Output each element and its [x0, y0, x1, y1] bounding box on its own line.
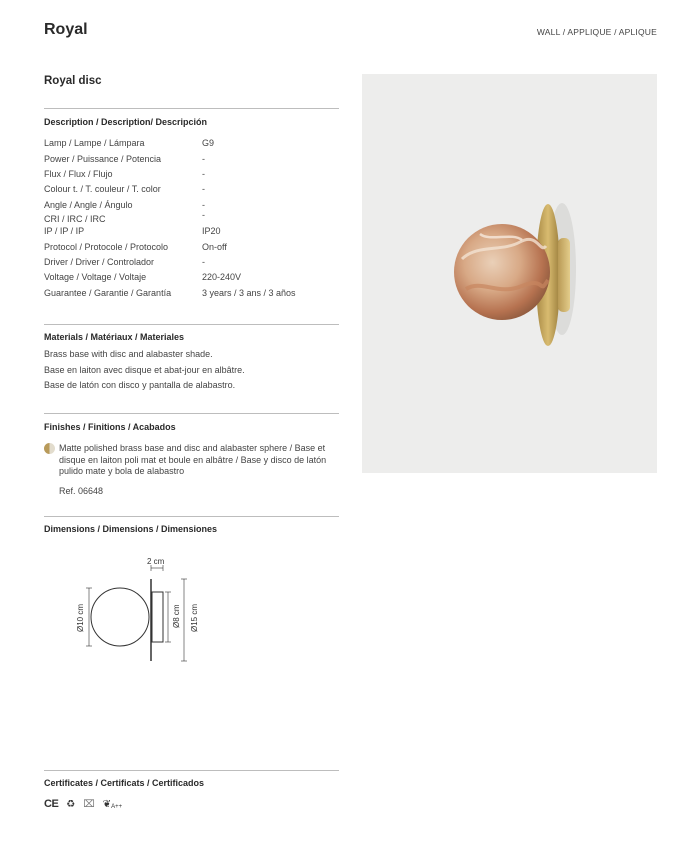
brass-base-plate [558, 238, 570, 312]
page-title: Royal [44, 21, 88, 38]
energy-leaf-icon: ❦A++ [102, 798, 123, 810]
spec-label: Protocol / Protocole / Protocolo [44, 242, 169, 252]
spec-row [44, 257, 339, 269]
materials-heading: Materials / Matériaux / Materiales [44, 332, 185, 342]
spec-row [44, 288, 339, 300]
finishes-heading: Finishes / Finitions / Acabados [44, 422, 176, 432]
description-heading: Description / Description/ Descripción [44, 117, 208, 127]
spec-row [44, 272, 339, 284]
certificate-icons [44, 797, 122, 811]
dimensions-heading: Dimensions / Dimensions / Dimensiones [44, 524, 218, 534]
spec-value: G9 [202, 138, 215, 148]
product-photo [362, 74, 657, 473]
product-subtitle: Royal disc [44, 75, 102, 87]
spec-label: Driver / Driver / Controlador [44, 257, 155, 267]
spec-row [44, 200, 339, 212]
spec-value: - [202, 184, 205, 194]
sphere-outline [91, 588, 149, 646]
divider [44, 108, 339, 109]
disc-diameter-label: Ø15 cm [190, 603, 199, 632]
divider [44, 770, 339, 771]
base-plate-outline [152, 592, 163, 642]
spec-row [44, 138, 339, 150]
spec-label: Lamp / Lampe / Lámpara [44, 138, 145, 148]
spec-value: 3 years / 3 ans / 3 años [202, 288, 296, 298]
spec-row [44, 226, 339, 238]
plate-diameter-label: Ø8 cm [172, 604, 181, 628]
product-illustration [362, 74, 657, 473]
dimension-drawing [60, 550, 220, 670]
spec-value: - [202, 169, 205, 179]
materials-line: Base de latón con disco y pantalla de alabastro. [44, 380, 236, 390]
spec-row [44, 154, 339, 166]
spec-value: - [202, 257, 205, 267]
divider [44, 516, 339, 517]
spec-row [44, 242, 339, 254]
spec-label: Voltage / Voltage / Voltaje [44, 272, 147, 282]
certificates-heading: Certificates / Certificats / Certificados [44, 778, 205, 788]
spec-label: Guarantee / Garantie / Garantía [44, 288, 172, 298]
spec-label: CRI / IRC / IRC [44, 214, 106, 224]
recycle-icon: ♻ [66, 798, 76, 810]
spec-label: Power / Puissance / Potencia [44, 154, 162, 164]
spec-label: Colour t. / T. couleur / T. color [44, 184, 161, 194]
spec-row [44, 184, 339, 196]
sphere-diameter-label: Ø10 cm [76, 603, 85, 632]
alabaster-sphere [454, 224, 550, 320]
materials-line: Brass base with disc and alabaster shade. [44, 349, 213, 359]
spec-label: IP / IP / IP [44, 226, 85, 236]
finish-swatch [44, 443, 55, 454]
materials-line: Base en laiton avec disque et abat-jour en albâtre. [44, 365, 245, 375]
category-label: WALL / APPLIQUE / APLIQUE [536, 27, 657, 37]
energy-class-label: A++ [111, 803, 123, 810]
spec-row [44, 169, 339, 181]
spec-label: Flux / Flux / Flujo [44, 169, 113, 179]
spec-label: Angle / Angle / Ángulo [44, 200, 133, 210]
spec-value: IP20 [202, 226, 221, 236]
divider [44, 324, 339, 325]
spec-value: 220-240V [202, 272, 242, 282]
spec-value: - [202, 154, 205, 164]
divider [44, 413, 339, 414]
ce-mark-icon: CE [44, 798, 59, 810]
spec-value: - [202, 200, 205, 210]
depth-label: 2 cm [147, 557, 165, 566]
finish-description: Matte polished brass base and disc and alabaster sphere / Base et disque en laiton poli mat et boule en albâtre / Base y disco de latón pulido mate y bola de alabastro [59, 443, 327, 476]
reference-number: Ref. 06648 [59, 486, 104, 496]
weee-bin-icon: ⌧ [83, 798, 95, 810]
spec-row [44, 210, 339, 226]
spec-value: - [202, 210, 205, 220]
spec-value: On-off [202, 242, 227, 252]
